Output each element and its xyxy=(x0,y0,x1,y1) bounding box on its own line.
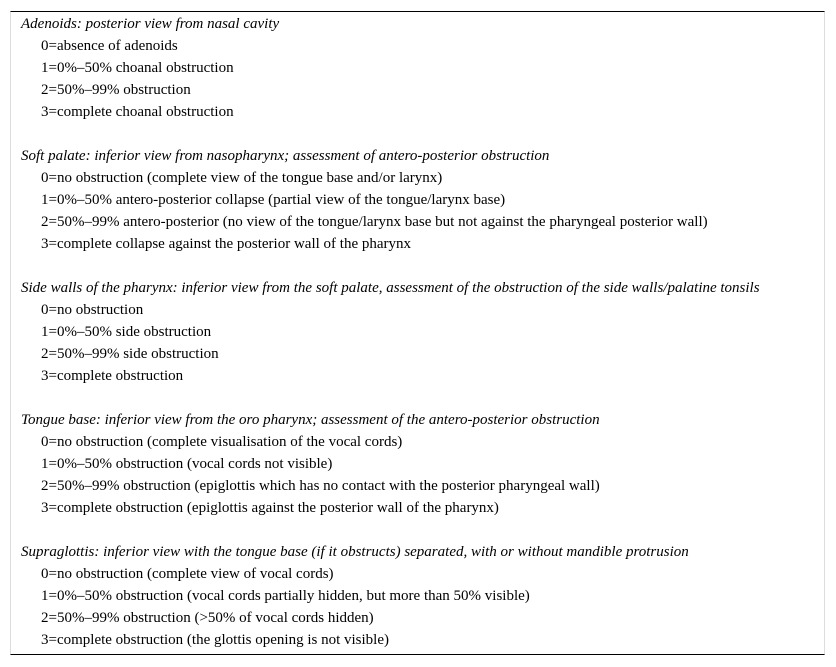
score-item: 0=absence of adenoids xyxy=(41,38,178,54)
score-item: 1=0%–50% obstruction (vocal cords not visible) xyxy=(41,456,333,472)
score-item: 1=0%–50% side obstruction xyxy=(41,324,212,340)
score-item: 3=complete choanal obstruction xyxy=(41,104,234,120)
score-item: 2=50%–99% antero-posterior (no view of the tongue/larynx base but not against the pharyngeal posterior wall) xyxy=(41,214,708,230)
score-item: 1=0%–50% obstruction (vocal cords partially hidden, but more than 50% visible) xyxy=(41,588,530,604)
score-item: 2=50%–99% obstruction xyxy=(41,82,191,98)
section-heading-adenoids: Adenoids: posterior view from nasal cavity xyxy=(21,16,280,32)
score-item: 0=no obstruction (complete view of the tongue base and/or larynx) xyxy=(41,170,443,186)
section-heading-supraglottis: Supraglottis: inferior view with the tongue base (if it obstructs) separated, with or without mandible protrusion xyxy=(21,544,689,560)
score-item: 3=complete obstruction xyxy=(41,368,184,384)
score-item: 2=50%–99% side obstruction xyxy=(41,346,219,362)
section-heading-tongue-base: Tongue base: inferior view from the oro pharynx; assessment of the antero-posterior obstruction xyxy=(21,412,600,428)
score-item: 3=complete collapse against the posterior wall of the pharynx xyxy=(41,236,412,252)
section-heading-soft-palate: Soft palate: inferior view from nasopharynx; assessment of antero-posterior obstruction xyxy=(21,148,550,164)
score-item: 2=50%–99% obstruction (epiglottis which has no contact with the posterior pharyngeal wall) xyxy=(41,478,600,494)
scoring-table xyxy=(10,11,825,655)
score-item: 0=no obstruction (complete visualisation of the vocal cords) xyxy=(41,434,403,450)
score-item: 2=50%–99% obstruction (>50% of vocal cords hidden) xyxy=(41,610,374,626)
score-item: 1=0%–50% antero-posterior collapse (partial view of the tongue/larynx base) xyxy=(41,192,506,208)
score-item: 3=complete obstruction (epiglottis against the posterior wall of the pharynx) xyxy=(41,500,499,516)
score-item: 3=complete obstruction (the glottis opening is not visible) xyxy=(41,632,389,648)
section-heading-side-walls: Side walls of the pharynx: inferior view from the soft palate, assessment of the obstruction of the side walls/palatine tonsils xyxy=(21,280,760,296)
score-item: 0=no obstruction (complete view of vocal cords) xyxy=(41,566,334,582)
score-item: 1=0%–50% choanal obstruction xyxy=(41,60,234,76)
score-item: 0=no obstruction xyxy=(41,302,144,318)
